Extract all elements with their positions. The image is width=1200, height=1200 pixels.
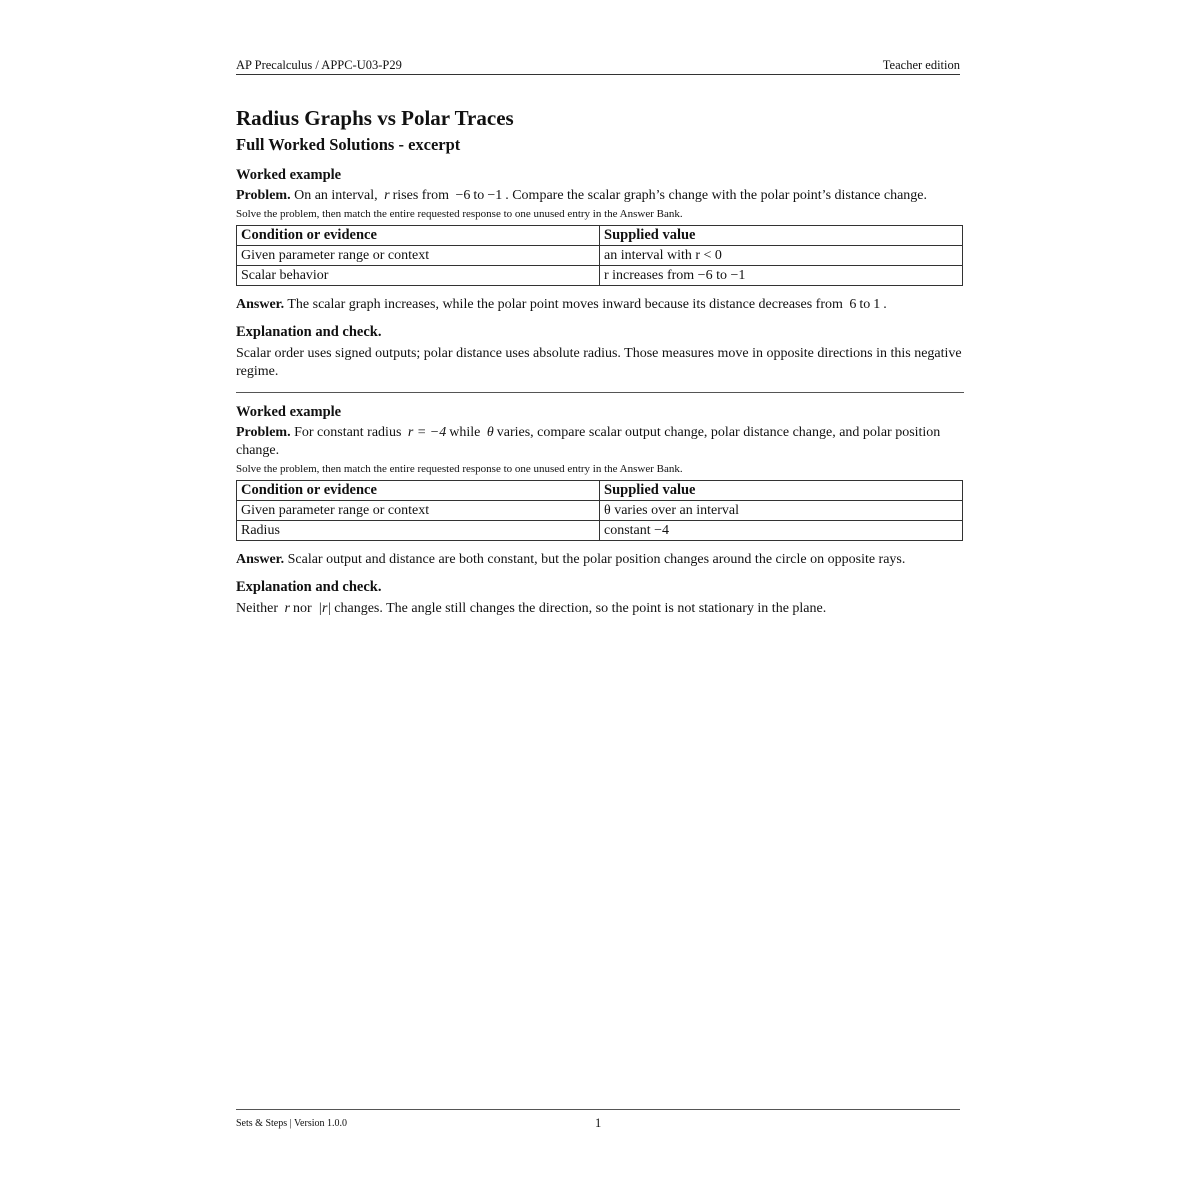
problem-label: Problem. bbox=[236, 425, 291, 440]
answer-text: Scalar output and distance are both constant, but the polar position changes around the circle on opposite rays. bbox=[287, 552, 906, 567]
table-header: Condition or evidence bbox=[237, 481, 600, 501]
table-cell: Given parameter range or context bbox=[237, 501, 600, 521]
section-divider bbox=[236, 392, 964, 393]
math-expression: |r| bbox=[318, 601, 332, 616]
problem-text: On an interval, bbox=[294, 188, 378, 203]
table-cell: Given parameter range or context bbox=[237, 246, 600, 266]
answer-text: to bbox=[859, 297, 871, 312]
explanation-heading: Explanation and check. bbox=[236, 579, 382, 595]
answer-label: Answer. bbox=[236, 552, 285, 567]
problem-text: while bbox=[449, 425, 481, 440]
page-number: 1 bbox=[595, 1116, 602, 1130]
table-header: Supplied value bbox=[600, 226, 963, 246]
worked-example-2 bbox=[236, 402, 964, 618]
table-cell: θ varies over an interval bbox=[600, 501, 963, 521]
problem-text: For constant radius bbox=[294, 425, 402, 440]
math-value: 1 bbox=[873, 297, 881, 312]
answer-statement bbox=[236, 551, 964, 569]
answer-statement bbox=[236, 296, 964, 314]
math-expression: r = −4 bbox=[407, 425, 447, 440]
table-header: Condition or evidence bbox=[237, 226, 600, 246]
table-row bbox=[237, 501, 963, 521]
problem-text: to bbox=[473, 188, 485, 203]
main-content bbox=[236, 106, 964, 618]
table-cell: Scalar behavior bbox=[237, 266, 600, 286]
evidence-table bbox=[236, 480, 963, 541]
math-value: −1 bbox=[487, 188, 503, 203]
math-value: 6 bbox=[849, 297, 857, 312]
table-row bbox=[237, 246, 963, 266]
math-variable: r bbox=[284, 601, 290, 616]
course-code: AP Precalculus / APPC-U03-P29 bbox=[236, 58, 402, 72]
math-value: −6 bbox=[455, 188, 471, 203]
table-header-row bbox=[237, 226, 963, 246]
answer-text: The scalar graph increases, while the polar point moves inward because its distance decreases from bbox=[287, 297, 843, 312]
table-cell: an interval with r < 0 bbox=[600, 246, 963, 266]
table-header-row bbox=[237, 481, 963, 501]
worked-example-1 bbox=[236, 165, 964, 381]
answer-label: Answer. bbox=[236, 297, 285, 312]
explanation-text: Scalar order uses signed outputs; polar distance uses absolute radius. Those measures move in opposite directions in this negative regime. bbox=[236, 346, 962, 379]
table-row bbox=[237, 266, 963, 286]
page-subtitle: Full Worked Solutions - excerpt bbox=[236, 135, 461, 154]
explanation-part: nor bbox=[292, 601, 312, 616]
problem-label: Problem. bbox=[236, 188, 291, 203]
table-header: Supplied value bbox=[600, 481, 963, 501]
explanation-heading: Explanation and check. bbox=[236, 324, 382, 340]
evidence-table bbox=[236, 225, 963, 286]
table-cell: r increases from −6 to −1 bbox=[600, 266, 963, 286]
instruction-note: Solve the problem, then match the entire requested response to one unused entry in the Answer Bank. bbox=[236, 463, 683, 475]
table-cell: Radius bbox=[237, 521, 600, 541]
explanation-text bbox=[236, 600, 964, 618]
example-heading: Worked example bbox=[236, 404, 342, 420]
page-title: Radius Graphs vs Polar Traces bbox=[236, 106, 514, 130]
footer-version: Sets & Steps | Version 1.0.0 bbox=[236, 1118, 347, 1129]
problem-text: . Compare the scalar graph’s change with the polar point’s distance change. bbox=[505, 188, 928, 203]
problem-statement bbox=[236, 424, 964, 460]
problem-text: rises from bbox=[392, 188, 450, 203]
instruction-note: Solve the problem, then match the entire requested response to one unused entry in the Answer Bank. bbox=[236, 208, 683, 220]
math-variable: θ bbox=[486, 425, 494, 440]
page-footer bbox=[236, 1109, 960, 1130]
page-header bbox=[236, 58, 960, 75]
table-row bbox=[237, 521, 963, 541]
problem-statement bbox=[236, 187, 964, 205]
edition-label: Teacher edition bbox=[882, 58, 960, 72]
table-cell: constant −4 bbox=[600, 521, 963, 541]
explanation-part: Neither bbox=[236, 601, 278, 616]
answer-text: . bbox=[883, 297, 887, 312]
problem-text: varies, compare scalar output change, polar distance change, and polar position change. bbox=[236, 425, 941, 458]
example-heading: Worked example bbox=[236, 167, 342, 183]
explanation-part: changes. The angle still changes the direction, so the point is not stationary in the plane. bbox=[334, 601, 827, 616]
math-variable: r bbox=[384, 188, 390, 203]
